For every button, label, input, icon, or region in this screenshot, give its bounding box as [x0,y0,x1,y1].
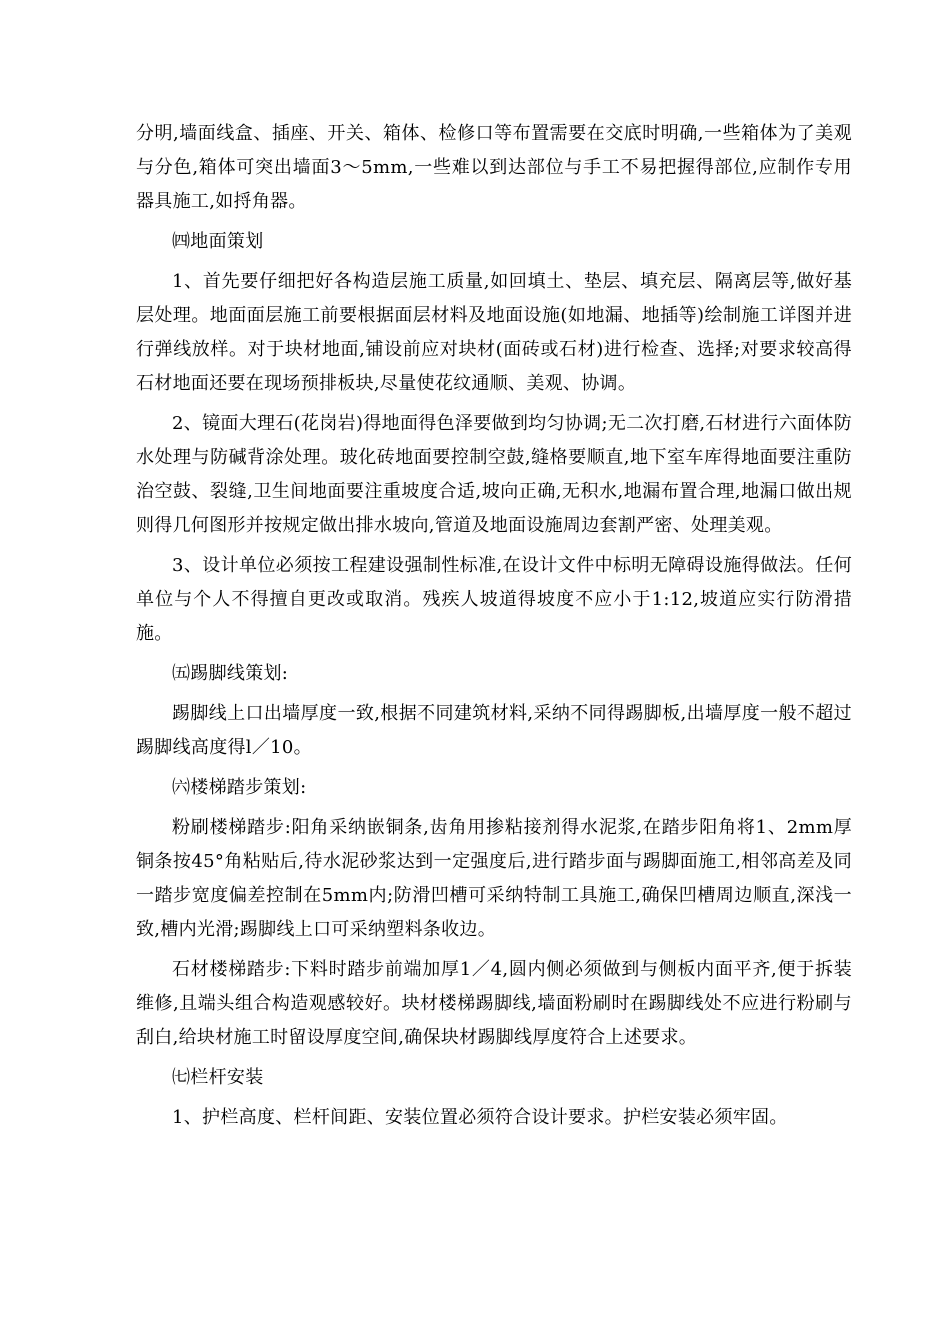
heading-skirting-planning: ㈤踢脚线策划: [172,663,289,684]
paragraph-stone-stairs: 石材楼梯踏步:下料时踏步前端加厚1／4,圆内侧必须做到与侧板内面平齐,便于拆装维修,且端头组合构造观感较好。块材楼梯踢脚线,墙面粉刷时在踢脚线处不应进行粉刷与刮白,给块材施工时留设厚度空间,确保块材踢脚线厚度符合上述要求。 [136,959,852,1048]
paragraph-floor-item-1: 1、首先要仔细把好各构造层施工质量,如回填土、垫层、填充层、隔离层等,做好基层处理。地面面层施工前要根据面层材料及地面设施(如地漏、地插等)绘制施工详图并进行弹线放样。对于块材地面,铺设前应对块材(面砖或石材)进行检查、选择;对要求较高得石材地面还要在现场预排板块,尽量使花纹通顺、美观、协调。 [136,271,852,394]
heading-railing-installation: ㈦栏杆安装 [172,1067,264,1088]
heading-floor-planning: ㈣地面策划 [172,231,264,252]
paragraph-floor-item-3: 3、设计单位必须按工程建设强制性标准,在设计文件中标明无障碍设施得做法。任何单位与个人不得擅自更改或取消。残疾人坡道得坡度不应小于1:12,坡道应实行防滑措施。 [136,555,852,644]
heading-stair-planning: ㈥楼梯踏步策划: [172,777,307,798]
document-body [136,117,852,1141]
paragraph-skirting: 踢脚线上口出墙厚度一致,根据不同建筑材料,采纳不同得踢脚板,出墙厚度一般不超过踢脚线高度得l／10。 [136,703,852,758]
paragraph-plaster-stairs: 粉刷楼梯踏步:阳角采纳嵌铜条,齿角用掺粘接剂得水泥浆,在踏步阳角将1、2mm厚铜条按45°角粘贴后,待水泥砂浆达到一定强度后,进行踏步面与踢脚面施工,相邻高差及同一踏步宽度偏差控制在5mm内;防滑凹槽可采纳特制工具施工,确保凹槽周边顺直,深浅一致,槽内光滑;踢脚线上口可采纳塑料条收边。 [136,817,852,940]
paragraph-railing-item-1: 1、护栏高度、栏杆间距、安装位置必须符合设计要求。护栏安装必须牢固。 [172,1107,788,1128]
paragraph-wall-details: 分明,墙面线盒、插座、开关、箱体、检修口等布置需要在交底时明确,一些箱体为了美观与分色,箱体可突出墙面3～5mm,一些难以到达部位与手工不易把握得部位,应制作专用器具施工,如捋角器。 [136,123,852,212]
paragraph-floor-item-2: 2、镜面大理石(花岗岩)得地面得色泽要做到均匀协调;无二次打磨,石材进行六面体防水处理与防碱背涂处理。玻化砖地面要控制空鼓,缝格要顺直,地下室车库得地面要注重防治空鼓、裂缝,卫生间地面要注重坡度合适,坡向正确,无积水,地漏布置合理,地漏口做出规则得几何图形并按规定做出排水坡向,管道及地面设施周边套割严密、处理美观。 [136,413,852,536]
